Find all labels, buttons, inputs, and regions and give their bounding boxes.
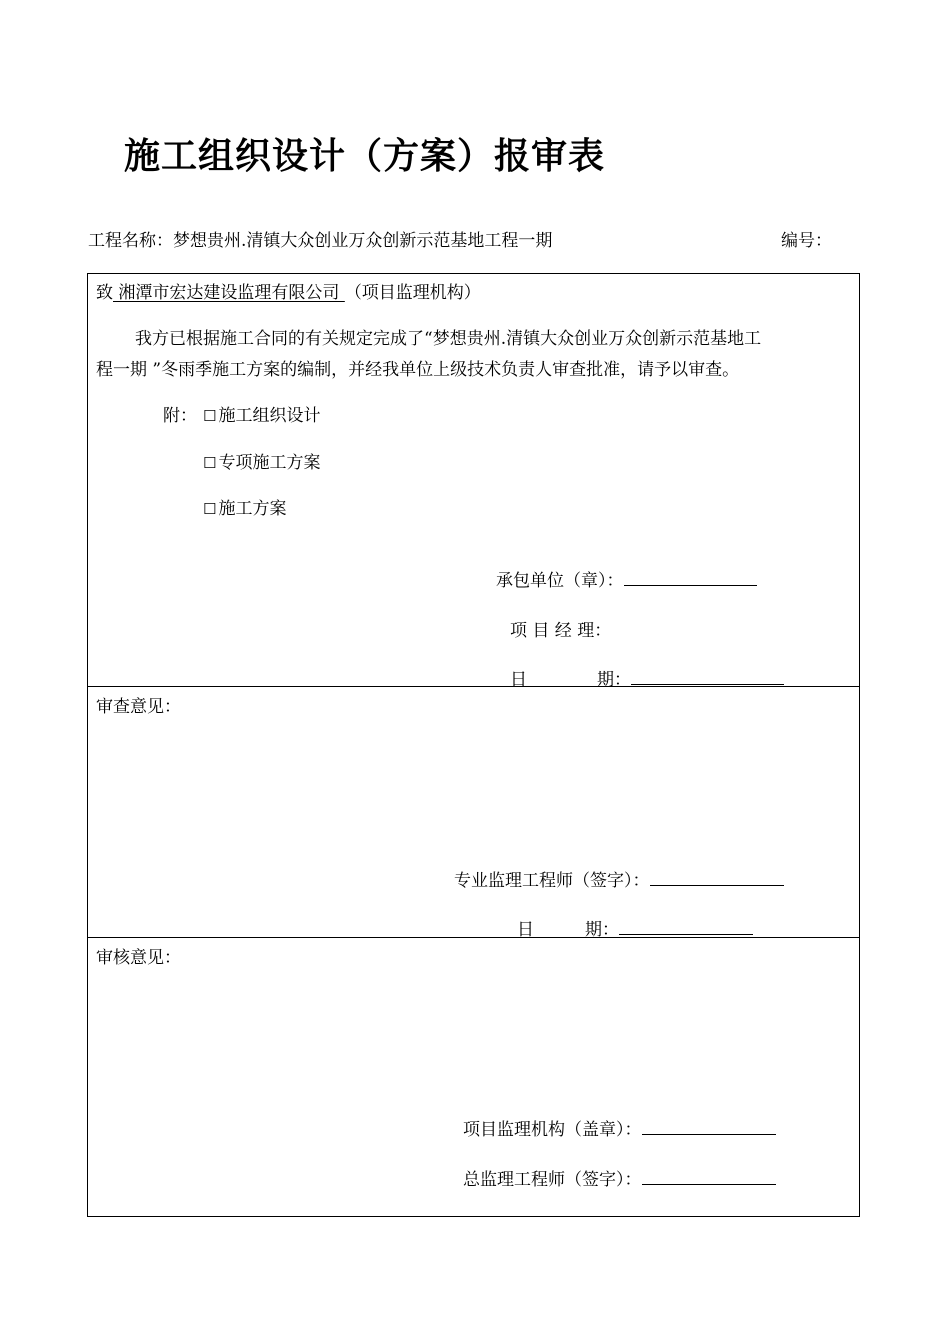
chief-engineer-label: 总监理工程师（签字）： bbox=[463, 1170, 642, 1190]
chief-engineer-signature-field[interactable] bbox=[642, 1168, 776, 1185]
recipient-line bbox=[96, 278, 481, 303]
attachment-label: 专项施工方案 bbox=[218, 453, 321, 473]
engineer-label: 专业监理工程师（签字）： bbox=[454, 871, 650, 891]
review-heading: 审查意见： bbox=[96, 697, 181, 717]
project-name-value: 梦想贵州.清镇大众创业万众创新示范基地工程一期 bbox=[173, 231, 553, 251]
date-label-char1: 日 bbox=[517, 920, 534, 940]
date-label-char2: 期： bbox=[597, 670, 631, 690]
project-name-label: 工程名称： bbox=[88, 231, 173, 251]
checkbox-icon[interactable]: ☐ bbox=[203, 500, 217, 518]
attachment-item-1[interactable] bbox=[203, 401, 320, 426]
page-title: 施工组织设计（方案）报审表 bbox=[124, 135, 606, 177]
recipient-suffix: （项目监理机构） bbox=[344, 283, 481, 303]
supervision-org-line bbox=[463, 1115, 776, 1140]
engineer-signature-field[interactable] bbox=[650, 869, 784, 886]
recipient-company: 湘潭市宏达建设监理有限公司 bbox=[113, 283, 345, 303]
body-text-line-1: 我方已根据施工合同的有关规定完成了“梦想贵州.清镇大众创业万众创新示范基地工 bbox=[135, 329, 762, 349]
project-manager-label: 项 目 经 理： bbox=[510, 621, 612, 641]
contractor-line bbox=[496, 566, 757, 591]
body-text-line-2: 程一期 ”冬雨季施工方案的编制，并经我单位上级技术负责人审查批准，请予以审查。 bbox=[96, 360, 740, 380]
contractor-signature-field[interactable] bbox=[624, 569, 757, 586]
date-field-1[interactable] bbox=[631, 668, 784, 685]
attach-label: 附： bbox=[163, 406, 197, 426]
checkbox-icon[interactable]: ☐ bbox=[203, 454, 217, 472]
project-name bbox=[88, 226, 552, 251]
checkbox-icon[interactable]: ☐ bbox=[203, 407, 217, 425]
date-label-char1: 日 bbox=[510, 670, 527, 690]
project-number-label: 编号： bbox=[781, 231, 832, 251]
date-line-2 bbox=[517, 915, 753, 940]
date-field-2[interactable] bbox=[619, 918, 753, 935]
engineer-line bbox=[454, 866, 784, 891]
date-line-1 bbox=[510, 665, 784, 690]
chief-engineer-line bbox=[463, 1165, 776, 1190]
contractor-label: 承包单位（章）： bbox=[496, 571, 624, 591]
attachment-label: 施工方案 bbox=[218, 499, 287, 519]
attachment-item-2[interactable] bbox=[203, 448, 320, 473]
audit-heading: 审核意见： bbox=[96, 948, 181, 968]
supervision-org-label: 项目监理机构（盖章）： bbox=[463, 1120, 642, 1140]
attachment-label: 施工组织设计 bbox=[218, 406, 321, 426]
recipient-prefix: 致 bbox=[96, 283, 113, 303]
supervision-org-seal-field[interactable] bbox=[642, 1118, 776, 1135]
attachment-item-3[interactable] bbox=[203, 494, 286, 519]
date-label-char2: 期： bbox=[585, 920, 619, 940]
